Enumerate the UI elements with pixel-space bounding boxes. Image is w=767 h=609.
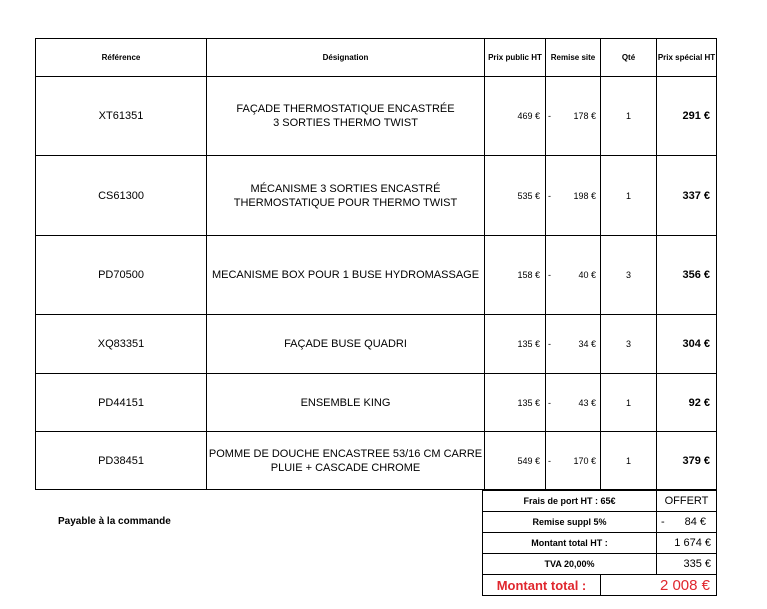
cell-remise: [546, 432, 601, 490]
cell-designation: ENSEMBLE KING: [207, 374, 485, 432]
discount-label: Remise suppl 5%: [483, 512, 657, 533]
cell-prix-public: 549 €: [485, 432, 546, 490]
cell-prix-public: 135 €: [485, 315, 546, 374]
cell-prix-special: 379 €: [657, 432, 717, 490]
remise-sign: -: [548, 111, 551, 121]
cell-qte: 1: [601, 432, 657, 490]
remise-value: 170 €: [573, 455, 596, 466]
cell-prix-special: 304 €: [657, 315, 717, 374]
remise-sign: -: [548, 270, 551, 280]
header-prix-special: Prix spécial HT: [657, 39, 717, 77]
summary-table: [482, 490, 717, 596]
cell-remise: [546, 374, 601, 432]
cell-qte: 3: [601, 315, 657, 374]
cell-designation: MÉCANISME 3 SORTIES ENCASTRÉ THERMOSTATIQUE POUR THERMO TWIST: [207, 156, 485, 236]
cell-prix-special: 291 €: [657, 77, 717, 156]
cell-reference: PD44151: [36, 374, 207, 432]
quote-table: [35, 38, 717, 490]
cell-reference: PD70500: [36, 236, 207, 315]
cell-prix-special: 92 €: [657, 374, 717, 432]
remise-sign: -: [548, 190, 551, 201]
cell-reference: PD38451: [36, 432, 207, 490]
cell-qte: 3: [601, 236, 657, 315]
tva-label: TVA 20,00%: [483, 554, 657, 575]
cell-prix-public: 158 €: [485, 236, 546, 315]
cell-remise: [546, 156, 601, 236]
remise-value: 178 €: [573, 111, 596, 121]
cell-reference: XQ83351: [36, 315, 207, 374]
summary-row-shipping: [483, 491, 717, 512]
cell-prix-public: 135 €: [485, 374, 546, 432]
table-row: [36, 374, 717, 432]
discount-cell: [657, 512, 717, 533]
tva-value: 335 €: [657, 554, 717, 575]
cell-designation: POMME DE DOUCHE ENCASTREE 53/16 CM CARRE PLUIE + CASCADE CHROME: [207, 432, 485, 490]
cell-designation: FAÇADE BUSE QUADRI: [207, 315, 485, 374]
remise-value: 198 €: [573, 190, 596, 201]
cell-qte: 1: [601, 374, 657, 432]
remise-sign: -: [548, 397, 551, 408]
cell-prix-public: 535 €: [485, 156, 546, 236]
remise-sign: -: [548, 455, 551, 466]
table-row: [36, 315, 717, 374]
cell-qte: 1: [601, 77, 657, 156]
summary-row-tva: [483, 554, 717, 575]
cell-prix-special: 356 €: [657, 236, 717, 315]
shipping-label: Frais de port HT : 65€: [483, 491, 657, 512]
total-label: Montant total :: [483, 575, 601, 596]
cell-prix-special: 337 €: [657, 156, 717, 236]
header-remise: Remise site: [546, 39, 601, 77]
cell-prix-public: 469 €: [485, 77, 546, 156]
shipping-value: OFFERT: [657, 491, 717, 512]
header-prix-public: Prix public HT: [485, 39, 546, 77]
remise-value: 34 €: [578, 339, 596, 349]
summary-row-total: [483, 575, 717, 596]
payment-note: Payable à la commande: [58, 516, 171, 527]
header-reference: Référence: [36, 39, 207, 77]
summary-row-subtotal: [483, 533, 717, 554]
discount-sign: -: [661, 516, 665, 528]
subtotal-label: Montant total HT :: [483, 533, 657, 554]
cell-qte: 1: [601, 156, 657, 236]
cell-reference: XT61351: [36, 77, 207, 156]
cell-designation: FAÇADE THERMOSTATIQUE ENCASTRÉE 3 SORTIES THERMO TWIST: [207, 77, 485, 156]
table-row: [36, 432, 717, 490]
remise-value: 43 €: [578, 397, 596, 408]
header-qte: Qté: [601, 39, 657, 77]
cell-reference: CS61300: [36, 156, 207, 236]
cell-remise: [546, 236, 601, 315]
table-row: [36, 77, 717, 156]
summary-row-discount: [483, 512, 717, 533]
cell-designation: MECANISME BOX POUR 1 BUSE HYDROMASSAGE: [207, 236, 485, 315]
total-value: 2 008 €: [601, 575, 717, 596]
header-row: [36, 39, 717, 77]
table-row: [36, 156, 717, 236]
remise-value: 40 €: [578, 270, 596, 280]
subtotal-value: 1 674 €: [657, 533, 717, 554]
cell-remise: [546, 315, 601, 374]
header-designation: Désignation: [207, 39, 485, 77]
cell-remise: [546, 77, 601, 156]
discount-value: 84 €: [684, 516, 706, 528]
table-row: [36, 236, 717, 315]
remise-sign: -: [548, 339, 551, 349]
